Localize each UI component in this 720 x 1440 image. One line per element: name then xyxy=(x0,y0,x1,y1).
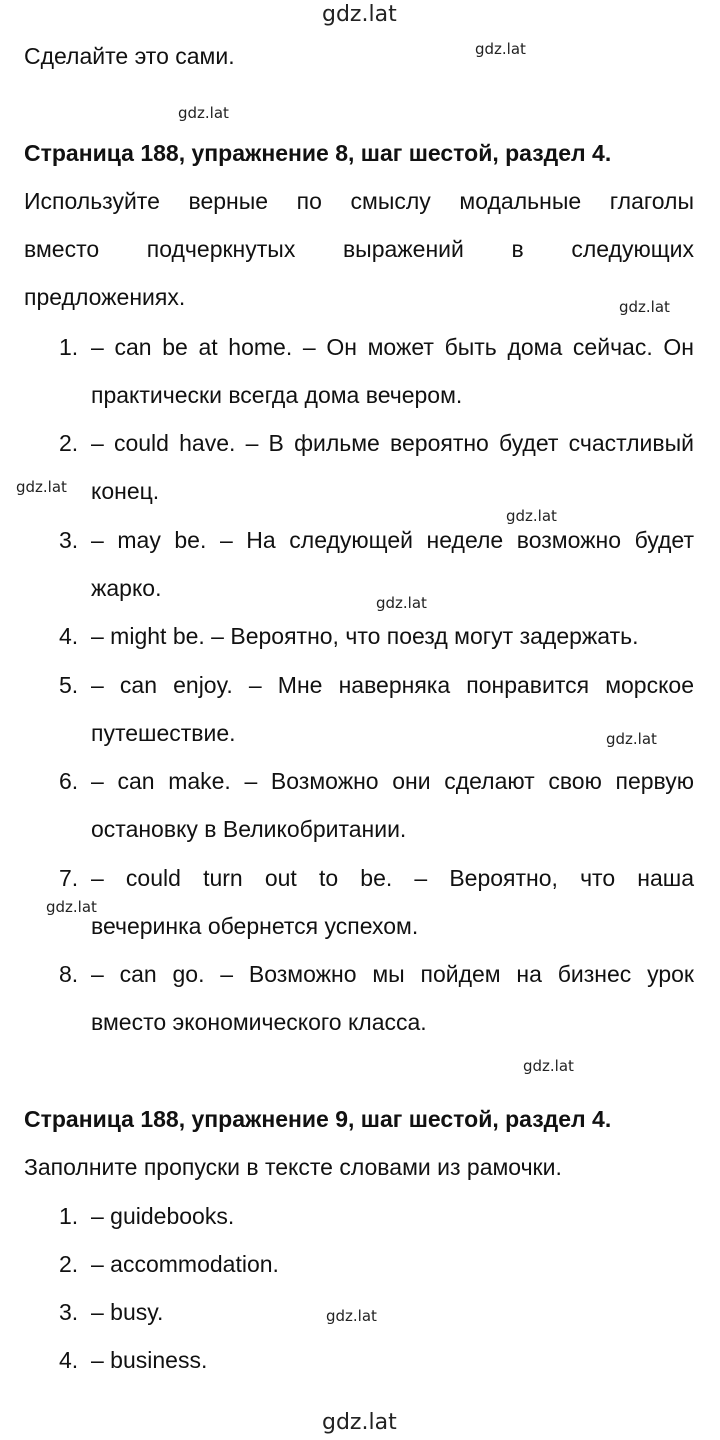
watermark: gdz.lat xyxy=(475,40,526,58)
list-number: 1. xyxy=(59,334,79,360)
list-number: 2. xyxy=(59,1251,79,1277)
watermark: gdz.lat xyxy=(16,478,67,496)
ex9-instruction: Заполните пропуски в тексте словами из рамочки. xyxy=(24,1154,562,1180)
list-item-line: – may be. – На следующей неделе возможно будет xyxy=(91,527,694,553)
intro-text: Сделайте это сами. xyxy=(24,43,235,69)
list-number: 3. xyxy=(59,527,79,553)
list-number: 4. xyxy=(59,623,79,649)
watermark: gdz.lat xyxy=(606,730,657,748)
list-number: 5. xyxy=(59,672,79,698)
list-item-line: – might be. – Вероятно, что поезд могут задержать. xyxy=(91,623,639,649)
list-number: 2. xyxy=(59,430,79,456)
list-item-line: конец. xyxy=(91,478,160,504)
list-item-line: – can be at home. – Он может быть дома сейчас. Он xyxy=(91,334,694,360)
list-number: 4. xyxy=(59,1347,79,1373)
list-item-line: путешествие. xyxy=(91,720,236,746)
watermark: gdz.lat xyxy=(506,507,557,525)
list-number: 8. xyxy=(59,961,79,987)
watermark: gdz.lat xyxy=(326,1307,377,1325)
ex8-heading: Страница 188, упражнение 8, шаг шестой, раздел 4. xyxy=(24,140,612,166)
watermark: gdz.lat xyxy=(178,104,229,122)
ex8-instruction-line1: Используйте верные по смыслу модальные глаголы xyxy=(24,188,694,214)
watermark: gdz.lat xyxy=(523,1057,574,1075)
list-number: 3. xyxy=(59,1299,79,1325)
list-item-line: вечеринка обернется успехом. xyxy=(91,913,419,939)
list-number: 7. xyxy=(59,865,79,891)
ex8-instruction-line3: предложениях. xyxy=(24,284,186,310)
watermark: gdz.lat xyxy=(322,2,397,27)
watermark: gdz.lat xyxy=(46,898,97,916)
list-item-line: – could have. – В фильме вероятно будет счастливый xyxy=(91,430,694,456)
list-item-line: – could turn out to be. – Вероятно, что наша xyxy=(91,865,694,891)
list-item-line: – can go. – Возможно мы пойдем на бизнес урок xyxy=(91,961,694,987)
ex9-heading: Страница 188, упражнение 9, шаг шестой, раздел 4. xyxy=(24,1106,612,1132)
list-item-line: – can make. – Возможно они сделают свою первую xyxy=(91,768,694,794)
list-item-line: – can enjoy. – Мне наверняка понравится морское xyxy=(91,672,694,698)
list-item-line: – busy. xyxy=(91,1299,164,1325)
watermark: gdz.lat xyxy=(376,594,427,612)
list-item-line: вместо экономического класса. xyxy=(91,1009,427,1035)
list-item-line: – accommodation. xyxy=(91,1251,279,1277)
list-item-line: жарко. xyxy=(91,575,162,601)
list-item-line: остановку в Великобритании. xyxy=(91,816,407,842)
watermark: gdz.lat xyxy=(619,298,670,316)
list-number: 1. xyxy=(59,1203,79,1229)
ex8-instruction-line2: вместо подчеркнутых выражений в следующих xyxy=(24,236,694,262)
list-item-line: – business. xyxy=(91,1347,208,1373)
list-number: 6. xyxy=(59,768,79,794)
watermark: gdz.lat xyxy=(322,1410,397,1435)
list-item-line: практически всегда дома вечером. xyxy=(91,382,463,408)
list-item-line: – guidebooks. xyxy=(91,1203,235,1229)
